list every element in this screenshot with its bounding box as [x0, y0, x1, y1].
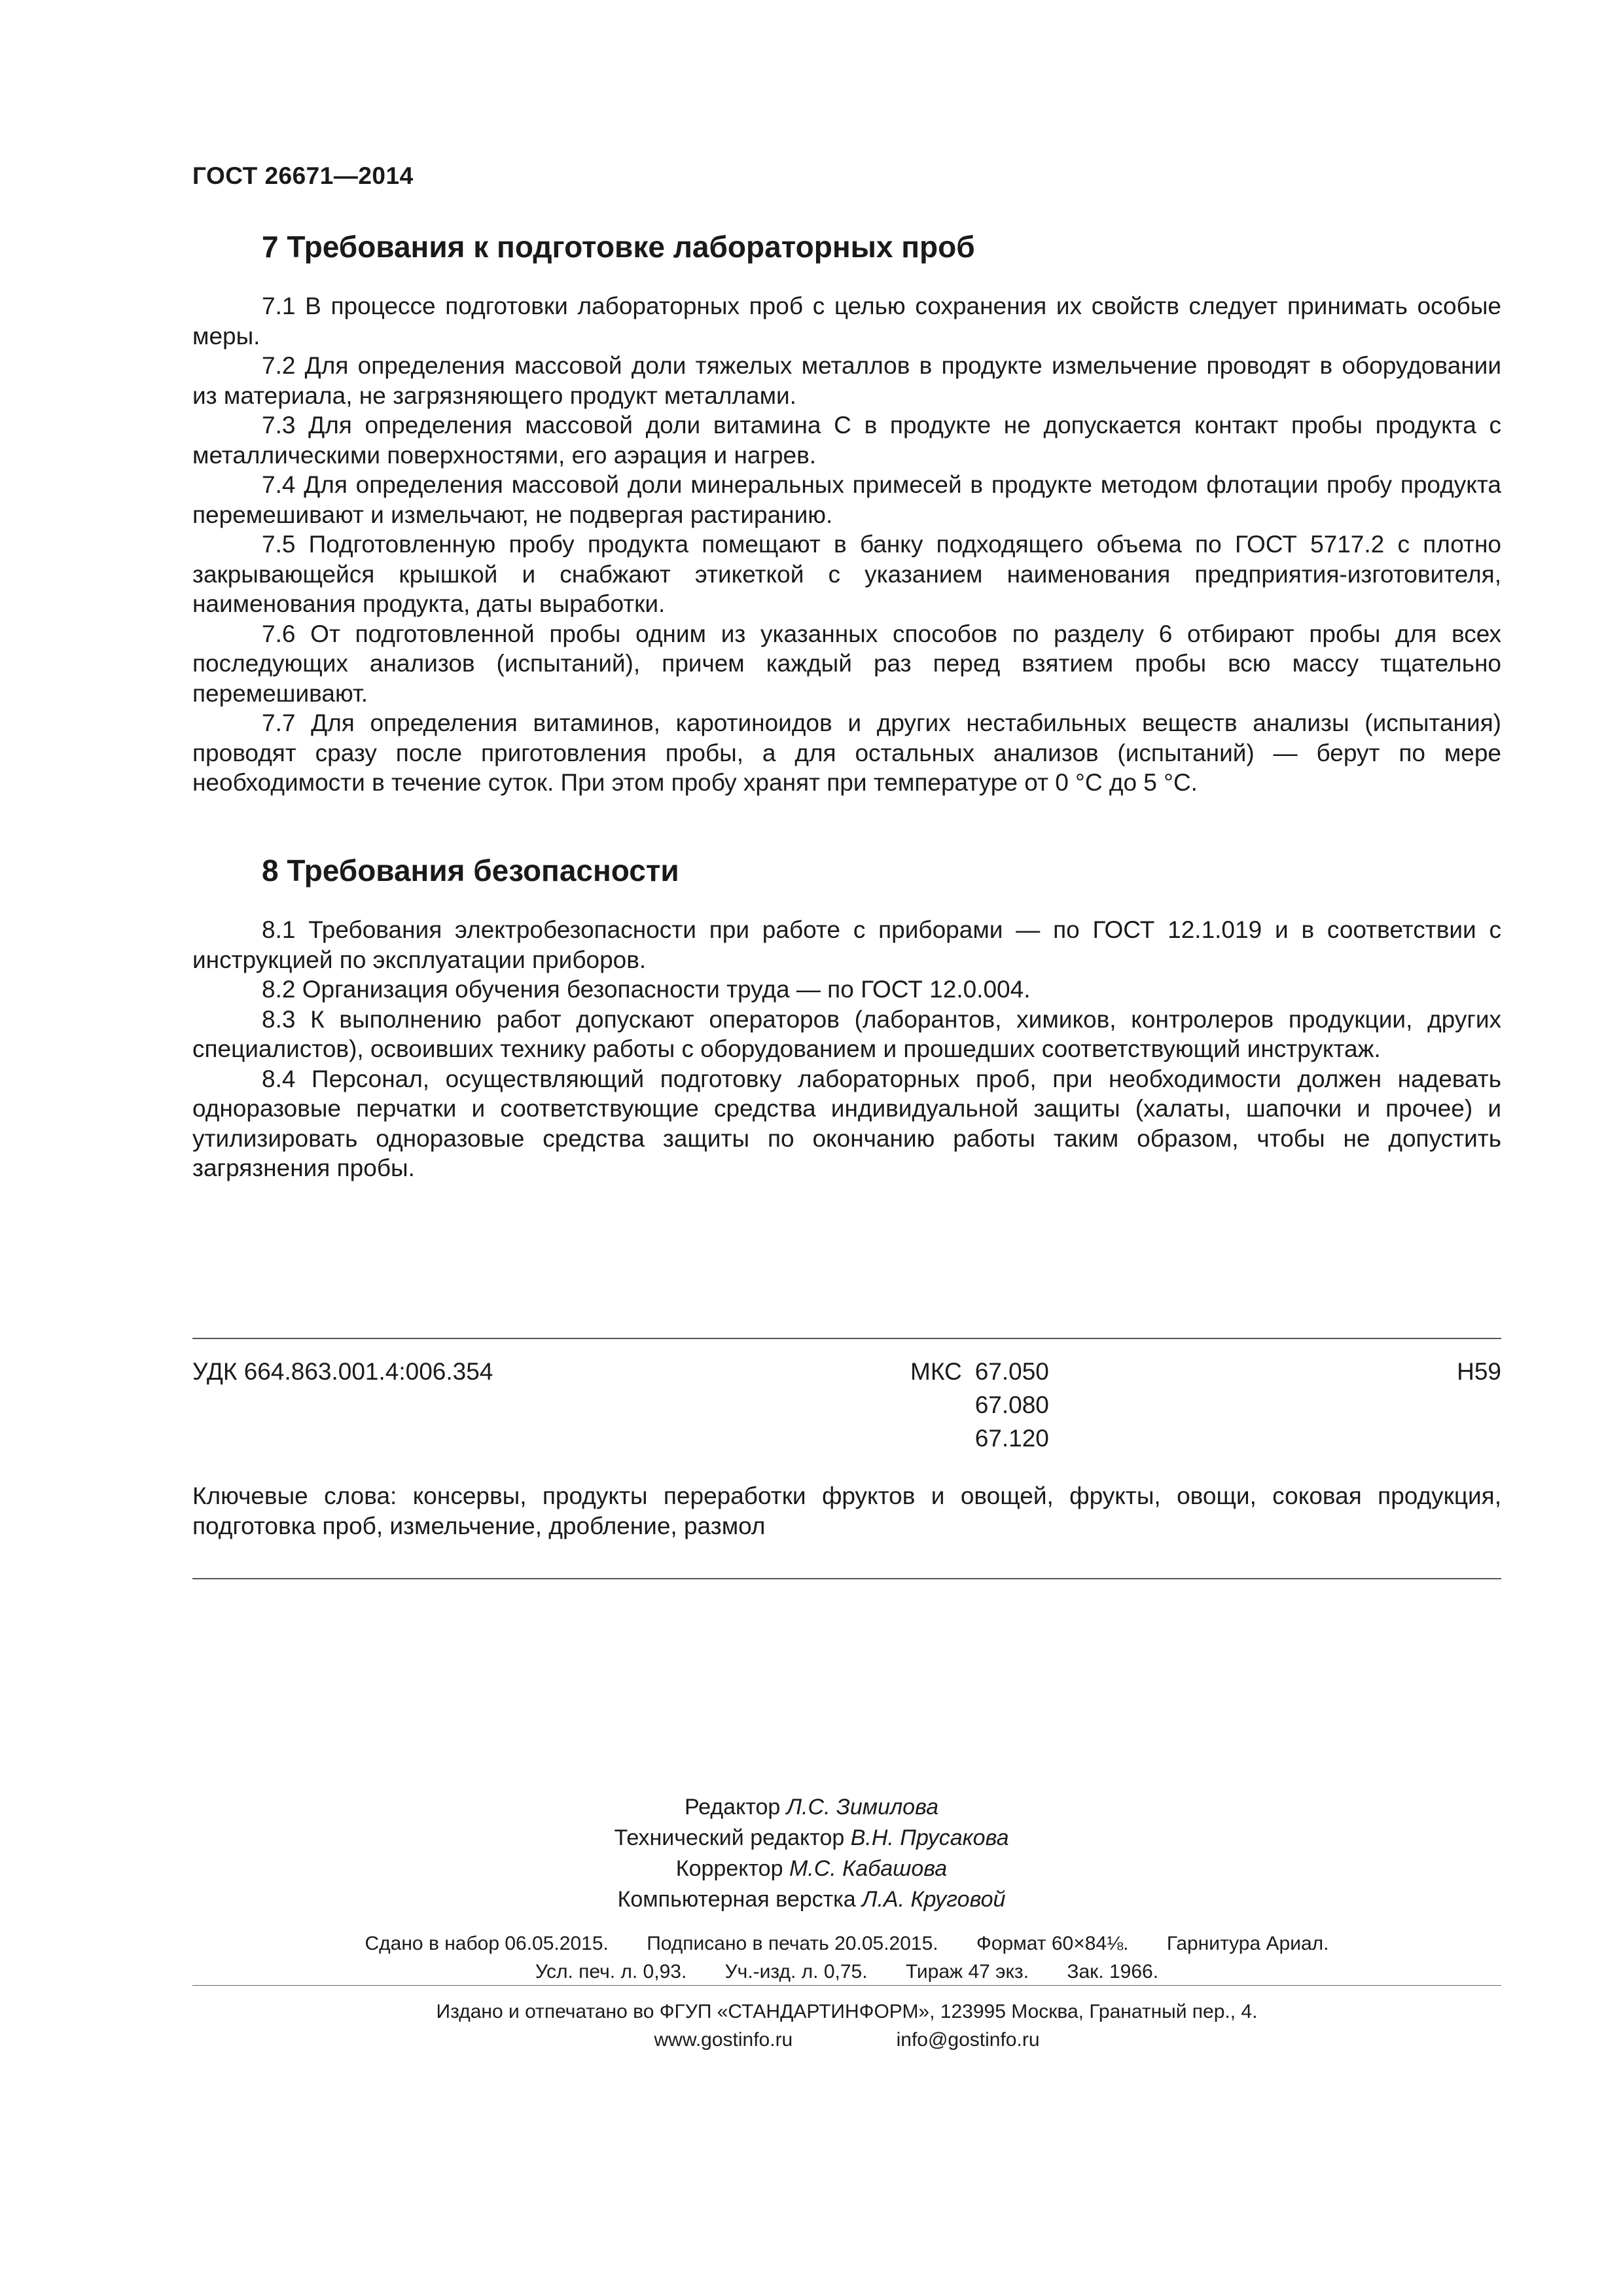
section-title: 8 Требования безопасности [262, 853, 679, 888]
publisher-address: Издано и отпечатано во ФГУП «СТАНДАРТИНФОРМ», 123995 Москва, Гранатный пер., 4. [436, 2001, 1258, 2022]
keywords: Ключевые слова: консервы, продукты переработки фруктов и овощей, фрукты, овощи, соковая продукция, подготовка проб, измельчение, дробление, размол [192, 1482, 1501, 1539]
print-details [192, 1929, 1501, 1986]
paragraph: 7.6 От подготовленной пробы одним из указанных способов по разделу 6 отбирают пробы для всех последующих анализов (испытаний), причем каждый раз перед взятием пробы всю массу тщательно перемешивают. [192, 620, 1501, 707]
print-details-line [192, 1929, 1501, 1958]
document-header: ГОСТ 26671—2014 [192, 162, 414, 189]
print-run: Тираж 47 экз. [905, 1961, 1029, 1982]
website-link[interactable]: www.gostinfo.ru [654, 2029, 793, 2051]
divider [192, 1985, 1501, 1986]
publisher-info [192, 1998, 1501, 2054]
print-sheets: Усл. печ. л. 0,93. [535, 1961, 687, 1982]
staff-line [0, 1823, 1623, 1854]
paragraph: 8.4 Персонал, осуществляющий подготовку лабораторных проб, при необходимости должен надевать одноразовые перчатки и соответствующие средства индивидуальной защиты (халаты, шапочки и прочее) и утилизировать одноразовые средства защиты по окончанию работы таким образом, чтобы не допустить загрязнения пробы. [192, 1065, 1501, 1182]
paragraph: 8.2 Организация обучения безопасности труда — по ГОСТ 12.0.004. [262, 976, 1031, 1003]
staff-name: В.Н. Прусакова [850, 1825, 1009, 1850]
publisher-contacts [192, 2026, 1501, 2054]
paragraph: 7.4 Для определения массовой доли минеральных примесей в продукте методом флотации пробу продукта перемешивают и измельчают, не подвергая растиранию. [192, 471, 1501, 528]
print-submitted: Сдано в набор 06.05.2015. [365, 1933, 609, 1954]
staff-role: Технический редактор [614, 1825, 845, 1850]
paragraph: 7.3 Для определения массовой доли витамина С в продукте не допускается контакт пробы продукта с металлическими поверхностями, его аэрация и нагрев. [192, 412, 1501, 469]
mks-code: 67.050 [974, 1358, 1049, 1385]
staff-name: Л.С. Зимилова [786, 1795, 938, 1820]
paragraph: 7.1 В процессе подготовки лабораторных проб с целью сохранения их свойств следует принимать особые меры. [192, 293, 1501, 350]
staff-line [0, 1854, 1623, 1884]
mks-code: 67.080 [974, 1391, 1049, 1418]
section-8 [192, 853, 1501, 1183]
mks-code: 67.120 [974, 1425, 1049, 1452]
section-title: 7 Требования к подготовке лабораторных проб [262, 230, 975, 264]
print-publisher-sheets: Уч.-изд. л. 0,75. [724, 1961, 868, 1982]
paragraph: 7.5 Подготовленную пробу продукта помещают в банку подходящего объема по ГОСТ 5717.2 с плотно закрывающейся крышкой и снабжают этикеткой с указанием наименования предприятия-изготовителя, наименования продукта, даты выработки. [192, 531, 1501, 618]
print-format: Формат 60×84⅛. [976, 1933, 1129, 1954]
section-7 [192, 229, 1501, 798]
staff-line [0, 1884, 1623, 1915]
divider [192, 1338, 1501, 1339]
staff-role: Компьютерная верстка [617, 1887, 856, 1912]
paragraph: 7.7 Для определения витаминов, каротиноидов и других нестабильных веществ анализы (испытания) проводят сразу после приготовления пробы, а для остальных анализов (испытаний) — берут по мере необходимости в течение суток. При этом пробу хранят при температуре от 0 °С до 5 °С. [192, 709, 1501, 797]
divider [192, 1578, 1501, 1579]
print-order: Зак. 1966. [1067, 1961, 1159, 1982]
paragraph: 8.1 Требования электробезопасности при работе с приборами — по ГОСТ 12.1.019 и в соответствии с инструкцией по эксплуатации приборов. [192, 916, 1501, 973]
mks-block [910, 1355, 1049, 1455]
staff-role: Редактор [684, 1795, 781, 1820]
staff-line [0, 1792, 1623, 1823]
okstu-code: Н59 [1457, 1358, 1501, 1385]
staff-name: М.С. Кабашова [789, 1856, 948, 1881]
mks-label: МКС [910, 1358, 962, 1385]
staff-role: Корректор [675, 1856, 783, 1881]
udk-code: УДК 664.863.001.4:006.354 [192, 1358, 493, 1385]
staff-credits [0, 1792, 1623, 1915]
print-typeface: Гарнитура Ариал. [1166, 1933, 1329, 1954]
paragraph: 7.2 Для определения массовой доли тяжелых металлов в продукте измельчение проводят в оборудовании из материала, не загрязняющего продукт металлами. [192, 352, 1501, 409]
print-signed: Подписано в печать 20.05.2015. [647, 1933, 938, 1954]
print-details-line [192, 1958, 1501, 1986]
staff-name: Л.А. Круговой [862, 1887, 1006, 1912]
paragraph: 8.3 К выполнению работ допускают операторов (лаборантов, химиков, контролеров продукции, других специалистов), освоивших технику работы с оборудованием и прошедших соответствующий инструктаж. [192, 1005, 1501, 1063]
email-link[interactable]: info@gostinfo.ru [896, 2029, 1040, 2051]
